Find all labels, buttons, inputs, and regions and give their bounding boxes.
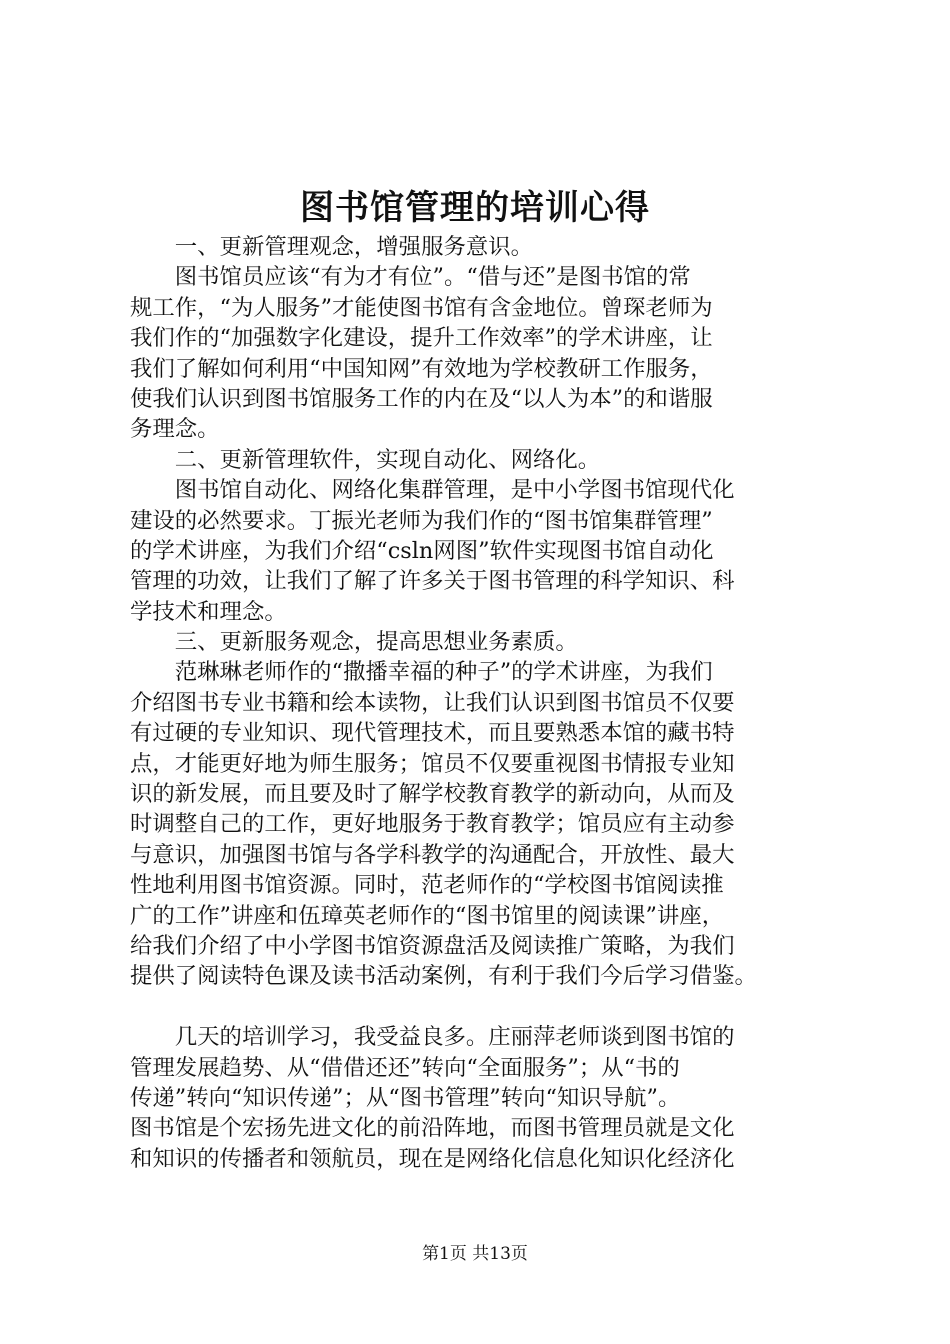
text-line: 规工作，“为人服务”才能使图书馆有含金地位。曾琛老师为 [130,294,713,321]
text-line: 管理的功效，让我们了解了许多关于图书管理的科学知识、科 [130,568,735,595]
text-line: 提供了阅读特色课及读书活动案例，有利于我们今后学习借鉴。 [130,963,757,990]
text-line: 一、更新管理观念，增强服务意识。 [130,234,534,260]
text-line: 与意识，加强图书馆与各学科教学的沟通配合，开放性、最大 [130,841,735,868]
text-line: 几天的培训学习，我受益良多。庄丽萍老师谈到图书馆的 [130,1024,735,1051]
page-number-footer: 第1页 共13页 [422,1244,528,1264]
text-line: 图书馆是个宏扬先进文化的前沿阵地，而图书管理员就是文化 [130,1115,735,1142]
text-line: 给我们介绍了中小学图书馆资源盘活及阅读推广策略，为我们 [130,932,735,959]
text-line: 传递”转向“知识传递”；从“图书管理”转向“知识导航”。 [130,1084,681,1111]
document-title: 图书馆管理的培训心得 [300,188,650,228]
document-body [130,232,840,1174]
text-line: 介绍图书专业书籍和绘本读物，让我们认识到图书馆员不仅要 [130,689,735,716]
text-line: 识的新发展，而且要及时了解学校教育教学的新动向，从而及 [130,781,735,808]
text-line: 时调整自己的工作，更好地服务于教育教学；馆员应有主动参 [130,811,735,838]
text-line: 我们了解如何利用“中国知网”有效地为学校教研工作服务， [130,355,713,382]
text-line: 务理念。 [130,416,220,443]
text-line: 管理发展趋势、从“借借还还”转向“全面服务”；从“书的 [130,1054,680,1081]
paragraph-gap [130,992,840,1022]
text-line: 我们作的“加强数字化建设，提升工作效率”的学术讲座，让 [130,325,713,352]
text-line: 图书馆员应该“有为才有位”。“借与还”是图书馆的常 [130,264,691,291]
text-line: 点，才能更好地为师生服务；馆员不仅要重视图书情报专业知 [130,750,735,777]
text-line: 二、更新管理软件，实现自动化、网络化。 [130,446,601,473]
text-line: 有过硬的专业知识、现代管理技术，而且要熟悉本馆的藏书特 [130,720,735,747]
text-line: 学技术和理念。 [130,598,287,625]
text-line: 建设的必然要求。丁振光老师为我们作的“图书馆集群管理” [130,507,713,534]
text-line: 广的工作”讲座和伍璋英老师作的“图书馆里的阅读课”讲座， [130,902,725,929]
text-line: 使我们认识到图书馆服务工作的内在及“以人为本”的和谐服 [130,385,713,412]
text-line: 和知识的传播者和领航员，现在是网络化信息化知识化经济化 [130,1145,735,1172]
text-line: 的学术讲座，为我们介绍“csln网图”软件实现图书馆自动化 [130,537,714,564]
text-line: 范琳琳老师作的“撒播幸福的种子”的学术讲座，为我们 [130,659,713,686]
text-line: 性地利用图书馆资源。同时，范老师作的“学校图书馆阅读推 [130,872,724,899]
text-line: 三、更新服务观念，提高思想业务素质。 [130,629,578,656]
text-line: 图书馆自动化、网络化集群管理，是中小学图书馆现代化 [130,477,735,504]
